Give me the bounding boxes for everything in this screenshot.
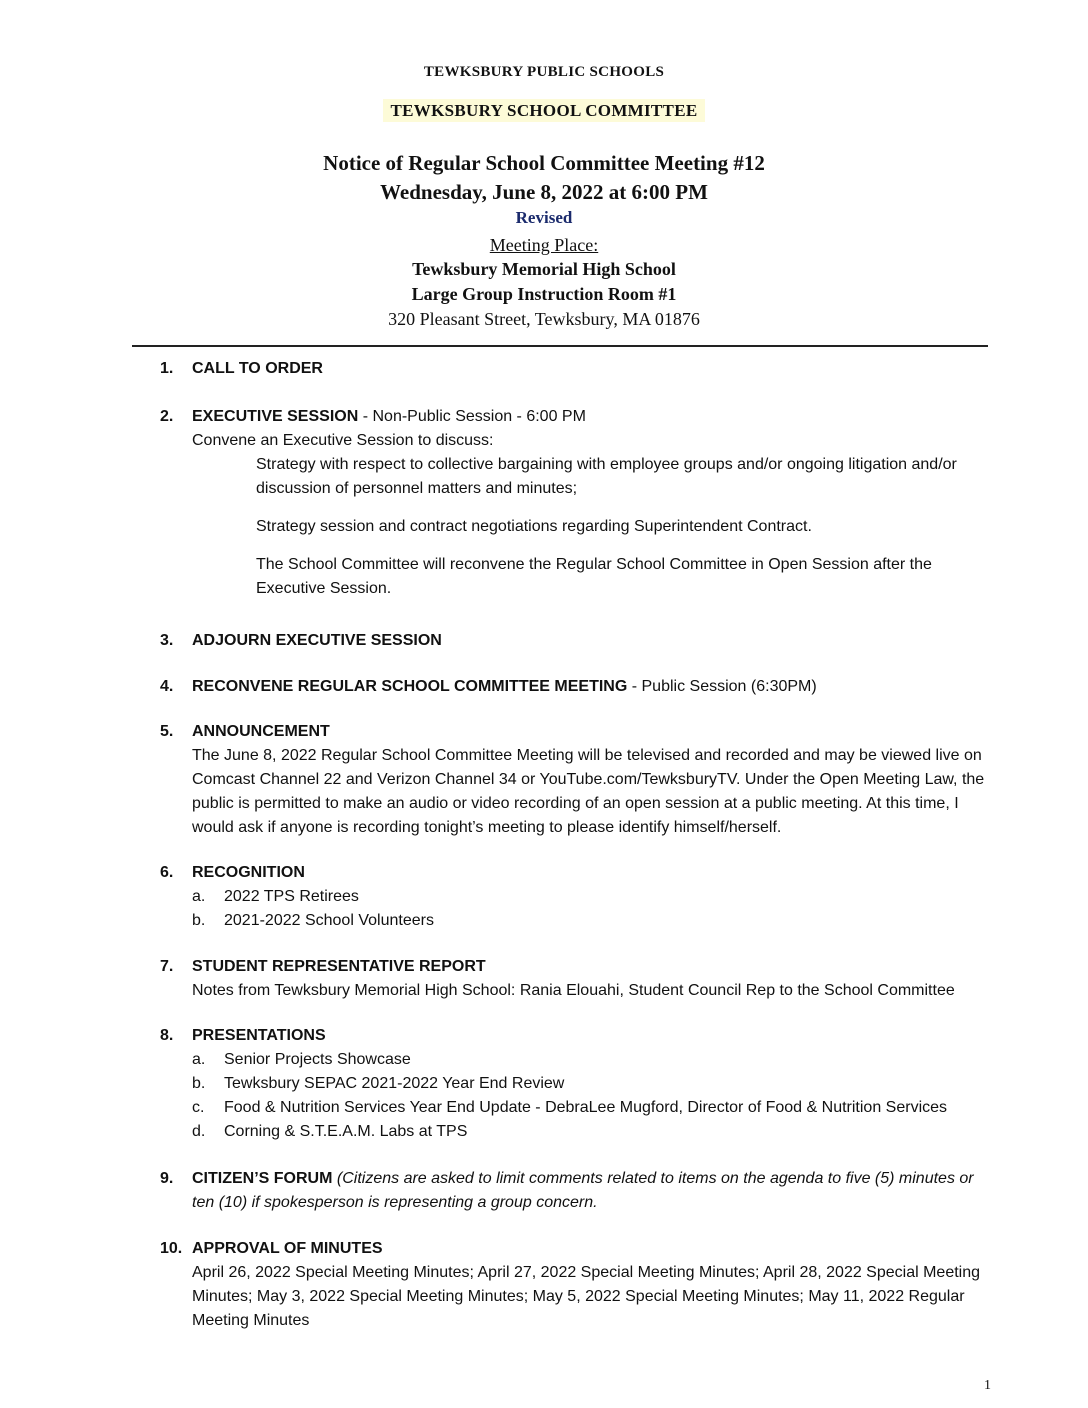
item-paragraph: Strategy session and contract negotiations regarding Superintendent Contract.: [256, 518, 812, 535]
sub-item-letter: b.: [192, 912, 206, 929]
item-number: 7.: [160, 958, 174, 975]
committee-name-wrapper: [0, 101, 1088, 121]
sub-item-text: Tewksbury SEPAC 2021-2022 Year End Review: [224, 1075, 565, 1092]
sub-item: [192, 1120, 1000, 1144]
sub-item: [192, 1072, 1000, 1096]
item-title: APPROVAL OF MINUTES: [192, 1240, 383, 1257]
header-divider: [132, 345, 988, 347]
item-number: 3.: [160, 632, 174, 649]
meeting-school: Tewksbury Memorial High School: [412, 259, 676, 279]
sub-item-letter: d.: [192, 1123, 206, 1140]
meeting-place-label: Meeting Place:: [489, 235, 599, 255]
org-name: TEWKSBURY PUBLIC SCHOOLS: [423, 64, 665, 80]
item-number: 9.: [160, 1170, 174, 1187]
item-paragraph: The School Committee will reconvene the Regular School Committee in Open Session after the Executive Session.: [256, 556, 932, 597]
item-paragraph: Strategy with respect to collective bargaining with employee groups and/or ongoing litigation and/or discussion of personnel matters and minutes;: [256, 456, 957, 497]
sub-item: [192, 885, 1000, 909]
item-suffix: - Non-Public Session - 6:00 PM: [358, 408, 586, 425]
sub-item-letter: b.: [192, 1075, 206, 1092]
item-text: April 26, 2022 Special Meeting Minutes; April 27, 2022 Special Meeting Minutes; April 28, 2022 Special Meeting Minutes; May 3, 2022 Special Meeting Minutes; May 5, 2022 Special Meeting Minutes; May 11, 2022 Regular Meeting Minutes: [192, 1264, 981, 1329]
agenda-item-4: [160, 675, 1000, 699]
sub-item: [192, 1096, 1000, 1120]
item-title: ADJOURN EXECUTIVE SESSION: [192, 632, 442, 649]
item-title: CITIZEN’S FORUM: [192, 1170, 333, 1187]
item-number: 10.: [160, 1240, 183, 1257]
meeting-address: 320 Pleasant Street, Tewksbury, MA 01876: [388, 309, 700, 329]
item-title: CALL TO ORDER: [192, 360, 323, 377]
item-title: STUDENT REPRESENTATIVE REPORT: [192, 958, 486, 975]
item-number: 8.: [160, 1027, 174, 1044]
meeting-date: Wednesday, June 8, 2022 at 6:00 PM: [380, 180, 708, 204]
item-title: RECOGNITION: [192, 864, 305, 881]
agenda-item-10: [160, 1237, 1000, 1333]
item-intro: Convene an Executive Session to discuss:: [192, 432, 494, 449]
sub-item-letter: c.: [192, 1099, 205, 1116]
sub-item-text: 2021-2022 School Volunteers: [224, 912, 434, 929]
agenda-item-2: [160, 405, 1000, 601]
item-text: Notes from Tewksbury Memorial High School: Rania Elouahi, Student Council Rep to the School Committee: [192, 982, 955, 999]
sub-item-letter: a.: [192, 888, 206, 905]
item-number: 1.: [160, 360, 174, 377]
meeting-notice-title: Notice of Regular School Committee Meeting #12: [323, 151, 765, 175]
sub-item-text: 2022 TPS Retirees: [224, 888, 359, 905]
agenda-item-1: [160, 357, 1000, 381]
item-number: 5.: [160, 723, 174, 740]
item-number: 4.: [160, 678, 174, 695]
agenda-item-6: [160, 861, 1000, 933]
sub-item-text: Food & Nutrition Services Year End Update - DebraLee Mugford, Director of Food & Nutrition Services: [224, 1099, 948, 1116]
page-number: 1: [984, 1378, 991, 1393]
item-number: 2.: [160, 408, 174, 425]
agenda-item-5: [160, 720, 1000, 840]
item-suffix: - Public Session (6:30PM): [627, 678, 817, 695]
revised-label: Revised: [515, 208, 573, 227]
item-title: PRESENTATIONS: [192, 1027, 326, 1044]
agenda-item-9: [160, 1167, 1000, 1215]
meeting-room: Large Group Instruction Room #1: [411, 284, 677, 304]
agenda-item-3: [160, 629, 1000, 653]
item-title: EXECUTIVE SESSION: [192, 408, 359, 425]
sub-item: [192, 909, 1000, 933]
announcement-text: The June 8, 2022 Regular School Committee Meeting will be televised and recorded and may be viewed live on Comcast Channel 22 and Verizon Channel 34 or YouTube.com/TewksburyTV. Under the Open Meeting Law, the public is permitted to make an audio or video recording of an open session at a public meeting. At this time, I would ask if anyone is recording tonight’s meeting to please identify himself/herself.: [192, 747, 985, 836]
item-title: ANNOUNCEMENT: [192, 723, 330, 740]
sub-item-letter: a.: [192, 1051, 206, 1068]
committee-name: TEWKSBURY SCHOOL COMMITTEE: [383, 99, 706, 122]
item-note: (Citizens are asked to limit comments related to items on the agenda to five (5) minutes or ten (10) if spokesperson is representing a group concern.: [192, 1170, 974, 1211]
sub-item-text: Senior Projects Showcase: [224, 1051, 411, 1068]
sub-item-text: Corning & S.T.E.A.M. Labs at TPS: [224, 1123, 468, 1140]
sub-item: [192, 1048, 1000, 1072]
item-title: RECONVENE REGULAR SCHOOL COMMITTEE MEETING: [192, 678, 628, 695]
item-number: 6.: [160, 864, 174, 881]
agenda-item-8: [160, 1024, 1000, 1144]
agenda-item-7: [160, 955, 1000, 1003]
